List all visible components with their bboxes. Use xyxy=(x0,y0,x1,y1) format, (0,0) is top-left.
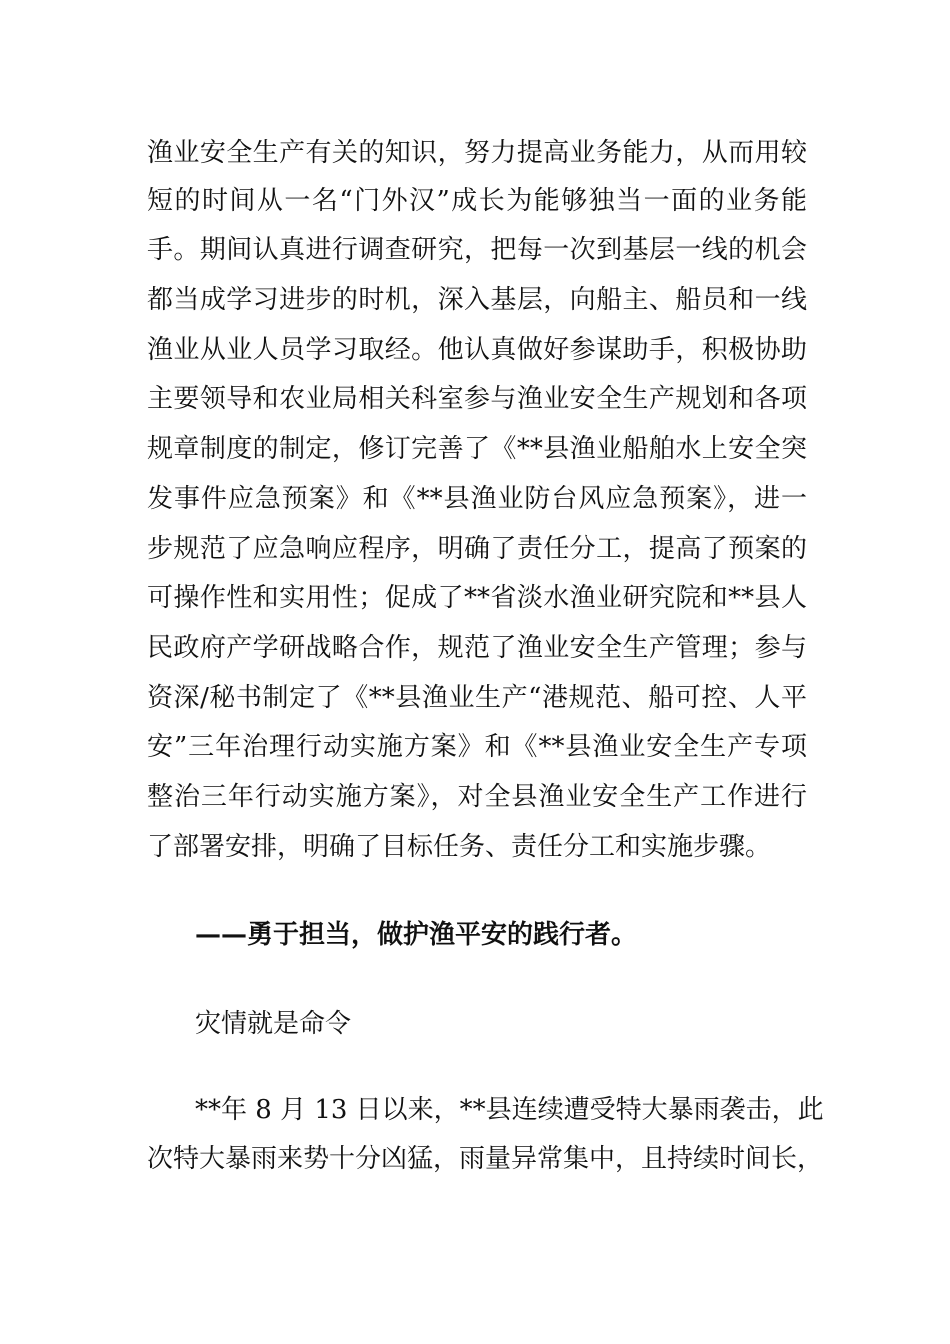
paragraph2-first-line: **年 8 月 13 日以来，**县连续遭受特大暴雨袭击，此 xyxy=(195,1095,824,1125)
body-text-line: 都当成学习进步的时机，深入基层，向船主、船员和一线 xyxy=(147,285,807,315)
body-text-line: 规章制度的制定，修订完善了《**县渔业船舶水上安全突 xyxy=(147,434,807,464)
subheading: 灾情就是命令 xyxy=(195,1009,352,1039)
body-text-line: 民政府产学研战略合作，规范了渔业安全生产管理；参与 xyxy=(147,633,807,663)
body-text-line: 步规范了应急响应程序，明确了责任分工，提高了预案的 xyxy=(147,534,807,564)
section-heading: ——勇于担当，做护渔平安的践行者。 xyxy=(195,920,638,950)
body-text-line: 渔业安全生产有关的知识，努力提高业务能力，从而用较 xyxy=(147,138,807,168)
body-text-line: 安”三年治理行动实施方案》和《**县渔业安全生产专项 xyxy=(147,732,807,762)
body-text-line: 资深/秘书制定了《**县渔业生产“港规范、船可控、人平 xyxy=(147,683,807,713)
body-text-line: 主要领导和农业局相关科室参与渔业安全生产规划和各项 xyxy=(147,384,807,414)
body-text-line: 整治三年行动实施方案》，对全县渔业安全生产工作进行 xyxy=(147,782,807,812)
body-text-line: 发事件应急预案》和《**县渔业防台风应急预案》，进一 xyxy=(147,484,807,514)
body-text-line: 可操作性和实用性；促成了**省淡水渔业研究院和**县人 xyxy=(147,583,807,613)
body-text-line: 短的时间从一名“门外汉”成长为能够独当一面的业务能 xyxy=(147,186,807,216)
body-text-line: 渔业从业人员学习取经。他认真做好参谋助手，积极协助 xyxy=(147,335,807,365)
body-text-last-line: 了部署安排，明确了目标任务、责任分工和实施步骤。 xyxy=(147,832,772,862)
paragraph2-second-line: 次特大暴雨来势十分凶猛，雨量异常集中，且持续时间长， xyxy=(147,1144,824,1174)
body-text-line: 手。期间认真进行调查研究，把每一次到基层一线的机会 xyxy=(147,235,807,265)
